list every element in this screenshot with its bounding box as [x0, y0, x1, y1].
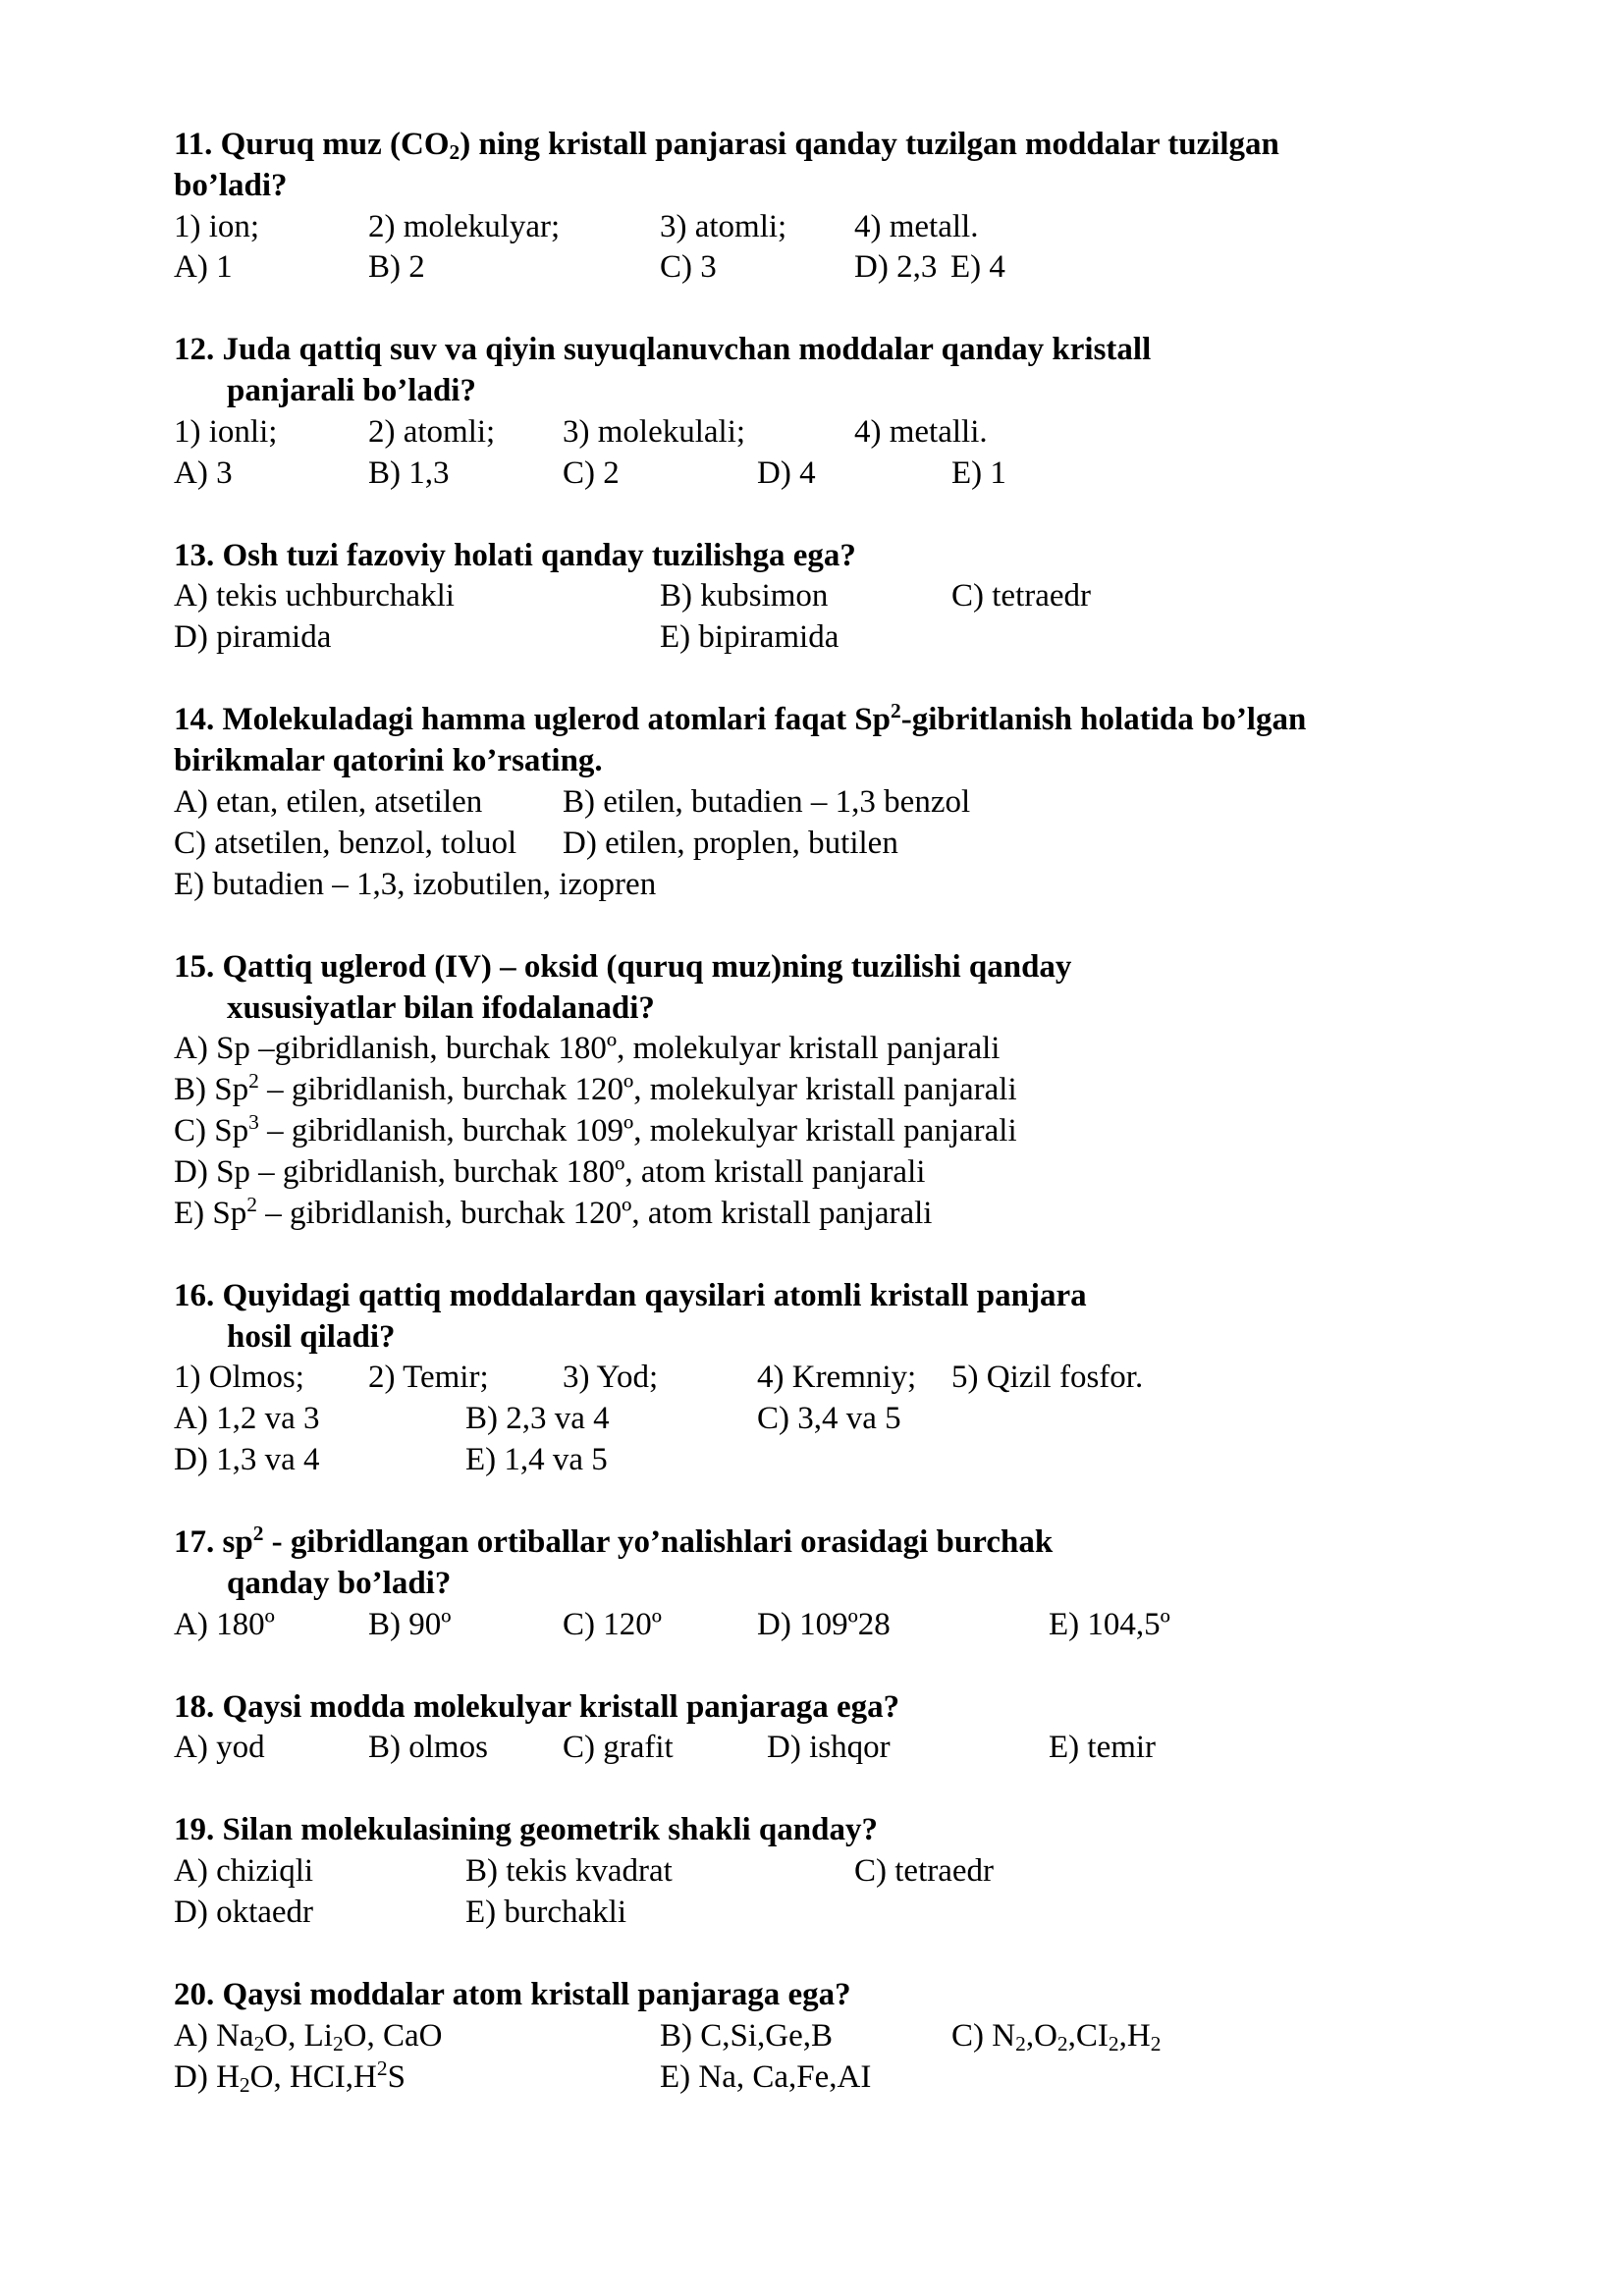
q19-option-d[interactable]: D) oktaedr [174, 1895, 314, 1930]
q17-option-e[interactable]: E) 104,5º [1049, 1607, 1170, 1642]
q16-option-e[interactable]: E) 1,4 va 5 [465, 1442, 608, 1477]
q17-option-d[interactable]: D) 109º28 [757, 1607, 891, 1642]
q20-option-e[interactable]: E) Na, Ca,Fe,AI [660, 2059, 872, 2095]
q16-item-3: 3) Yod; [563, 1360, 659, 1395]
q12-item-1: 1) ionli; [174, 414, 278, 450]
q19-option-b[interactable]: B) tekis kvadrat [465, 1853, 673, 1889]
q16-option-c[interactable]: C) 3,4 va 5 [757, 1401, 901, 1436]
q16-option-a[interactable]: A) 1,2 va 3 [174, 1401, 320, 1436]
q16-item-4: 4) Kremniy; [757, 1360, 917, 1395]
q13-option-b[interactable]: B) kubsimon [660, 578, 829, 614]
q12-option-d[interactable]: D) 4 [757, 455, 816, 491]
q13-option-c[interactable]: C) tetraedr [951, 578, 1092, 614]
q15-option-b[interactable]: B) Sp$^2$ – gibridlanish, burchak 120º, molekulyar kristall panjarali [174, 1069, 1017, 1107]
q11-option-a[interactable]: A) 1 [174, 249, 233, 285]
q14-option-d[interactable]: D) etilen, proplen, butilen [563, 826, 898, 861]
q15-title: 15. Qattiq uglerod (IV) – oksid (quruq muz)ning tuzilishi qanday [174, 949, 1072, 985]
q17-title: 17. $sp^2$ - gibridlangan ortiballar yo’nalishlari orasidagi burchak [174, 1522, 1054, 1560]
q20-option-b[interactable]: B) C,Si,Ge,B [660, 2018, 834, 2054]
q20-option-c[interactable]: C) $N_2,O_2,CI_2,H_2$ [951, 2018, 1162, 2056]
q18-option-a[interactable]: A) yod [174, 1730, 265, 1765]
q12-option-b[interactable]: B) 1,3 [368, 455, 450, 491]
q11-option-e[interactable]: E) 4 [950, 249, 1005, 285]
q18-option-d[interactable]: D) ishqor [767, 1730, 891, 1765]
q16-item-5: 5) Qizil fosfor. [951, 1360, 1144, 1395]
q19-option-c[interactable]: C) tetraedr [854, 1853, 995, 1889]
q16-option-b[interactable]: B) 2,3 va 4 [465, 1401, 610, 1436]
q19-option-a[interactable]: A) chiziqli [174, 1853, 314, 1889]
q14-option-a[interactable]: A) etan, etilen, atsetilen [174, 784, 483, 820]
q14-option-e[interactable]: E) butadien – 1,3, izobutilen, izopren [174, 867, 657, 902]
q13-title: 13. Osh tuzi fazoviy holati qanday tuzilishga ega? [174, 538, 856, 573]
q12-item-3: 3) molekulali; [563, 414, 746, 450]
q12-option-c[interactable]: C) 2 [563, 455, 620, 491]
q20-title: 20. Qaysi moddalar atom kristall panjaraga ega? [174, 1977, 851, 2012]
q18-title: 18. Qaysi modda molekulyar kristall panjaraga ega? [174, 1689, 900, 1725]
q17-option-a[interactable]: A) 180º [174, 1607, 275, 1642]
q12-title-line2: panjarali bo’ladi? [227, 373, 476, 408]
q16-item-2: 2) Temir; [368, 1360, 489, 1395]
q13-option-a[interactable]: A) tekis uchburchakli [174, 578, 455, 614]
q11-item-1: 1) ion; [174, 209, 260, 244]
q16-item-1: 1) Olmos; [174, 1360, 304, 1395]
q15-title-line2: xususiyatlar bilan ifodalanadi? [227, 990, 655, 1026]
q11-item-4: 4) metall. [854, 209, 979, 244]
q17-option-b[interactable]: B) 90º [368, 1607, 452, 1642]
q12-title: 12. Juda qattiq suv va qiyin suyuqlanuvchan moddalar qanday kristall [174, 332, 1152, 367]
q18-option-b[interactable]: B) olmos [368, 1730, 488, 1765]
q11-option-c[interactable]: C) 3 [660, 249, 717, 285]
q11-option-b[interactable]: B) 2 [368, 249, 425, 285]
q13-option-d[interactable]: D) piramida [174, 619, 332, 655]
q15-option-e[interactable]: E) Sp$^2$ – gibridlanish, burchak 120º, atom kristall panjarali [174, 1193, 933, 1231]
q12-option-a[interactable]: A) 3 [174, 455, 233, 491]
q12-item-2: 2) atomli; [368, 414, 496, 450]
q15-option-d[interactable]: D) Sp – gibridlanish, burchak 180º, atom kristall panjarali [174, 1154, 926, 1190]
q11-option-d[interactable]: D) 2,3 [854, 249, 938, 285]
q11-item-2: 2) molekulyar; [368, 209, 561, 244]
q17-option-c[interactable]: C) 120º [563, 1607, 662, 1642]
q16-title: 16. Quyidagi qattiq moddalardan qaysilari atomli kristall panjara [174, 1278, 1087, 1313]
q16-option-d[interactable]: D) 1,3 va 4 [174, 1442, 320, 1477]
q11-title: 11. Quruq muz $(CO_2)$ ning kristall panjarasi qanday tuzilgan moddalar tuzilgan [174, 127, 1279, 164]
q14-title-line2: birikmalar qatorini ko’rsating. [174, 743, 603, 778]
q12-item-4: 4) metalli. [854, 414, 988, 450]
q19-title: 19. Silan molekulasining geometrik shakli qanday? [174, 1812, 878, 1847]
q19-option-e[interactable]: E) burchakli [465, 1895, 627, 1930]
q15-option-c[interactable]: C) Sp$^3$ – gibridlanish, burchak 109º, molekulyar kristall panjarali [174, 1110, 1017, 1148]
q12-option-e[interactable]: E) 1 [951, 455, 1006, 491]
q11-item-3: 3) atomli; [660, 209, 787, 244]
q14-title: 14. Molekuladagi hamma uglerod atomlari faqat Sp$^2$-gibritlanish holatida bo’lgan [174, 699, 1307, 737]
q15-option-a[interactable]: A) Sp –gibridlanish, burchak 180º, molekulyar kristall panjarali [174, 1031, 1001, 1066]
q14-option-b[interactable]: B) etilen, butadien – 1,3 benzol [563, 784, 971, 820]
q11-title-line2: bo’ladi? [174, 168, 288, 203]
q18-option-c[interactable]: C) grafit [563, 1730, 674, 1765]
q17-title-line2: qanday bo’ladi? [227, 1566, 452, 1601]
q20-option-a[interactable]: A) $Na_2O$, $Li_2O$, CaO [174, 2018, 443, 2056]
q13-option-e[interactable]: E) bipiramida [660, 619, 839, 655]
q16-title-line2: hosil qiladi? [227, 1319, 396, 1355]
q14-option-c[interactable]: C) atsetilen, benzol, toluol [174, 826, 517, 861]
q20-option-d[interactable]: D) $H_2O$, $HCI,H^2S$ [174, 2056, 406, 2097]
q18-option-e[interactable]: E) temir [1049, 1730, 1157, 1765]
